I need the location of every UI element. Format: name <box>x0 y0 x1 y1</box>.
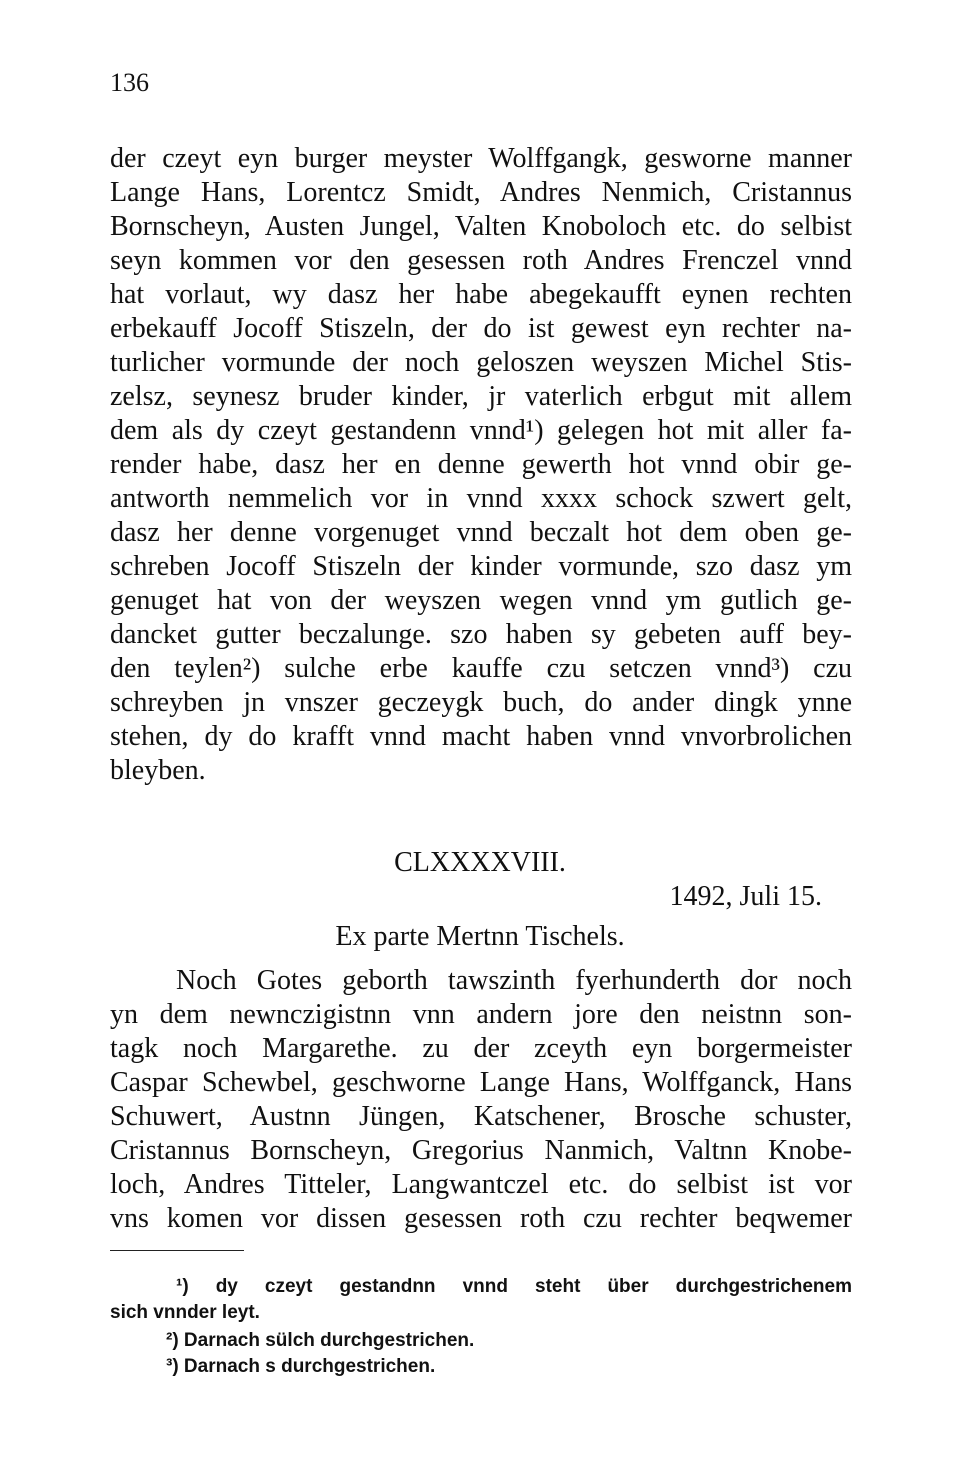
text-line: Caspar Schewbel, geschworne Lange Hans, Wolffganck, Hans <box>110 1067 852 1098</box>
footnote-separator <box>110 1250 244 1251</box>
text-line: vns komen vor dissen gesessen roth czu rechter beqwemer <box>110 1203 852 1234</box>
footnote-3: ³) Darnach s durchgestrichen. <box>166 1356 436 1377</box>
text-line: dem als dy czeyt gestandenn vnnd¹) gelegen hot mit aller fa- <box>110 415 852 446</box>
text-line: den teylen²) sulche erbe kauffe czu setczen vnnd³) czu <box>110 653 852 684</box>
text-line: render habe, dasz her en denne gewerth hot vnnd obir ge- <box>110 449 852 480</box>
text-line: zelsz, seynesz bruder kinder, jr vaterlich erbgut mit allem <box>110 381 852 412</box>
text-line: schreyben jn vnszer geczeygk buch, do ander dingk ynne <box>110 687 852 718</box>
footnote-2: ²) Darnach sülch durchgestrichen. <box>166 1330 475 1351</box>
document-title: Ex parte Mertnn Tischels. <box>335 921 625 952</box>
text-line: tagk noch Margarethe. zu der zceyth eyn borgermeister <box>110 1033 852 1064</box>
text-line: Noch Gotes geborth tawszinth fyerhunderth dor noch <box>176 965 852 996</box>
text-line: antworth nemmelich vor in vnnd xxxx schock szwert gelt, <box>110 483 852 514</box>
text-line: hat vorlaut, wy dasz her habe abegekaufft eynen rechten <box>110 279 852 310</box>
text-line: Bornscheyn, Austen Jungel, Valten Knoboloch etc. do selbist <box>110 211 852 242</box>
text-line: erbekauff Jocoff Stiszeln, der do ist gewest eyn rechter na- <box>110 313 852 344</box>
text-line: schreben Jocoff Stiszeln der kinder vormunde, szo dasz ym <box>110 551 852 582</box>
text-line: turlicher vormunde der noch geloszen weyszen Michel Stis- <box>110 347 852 378</box>
document-date: 1492, Juli 15. <box>669 881 822 912</box>
text-line: genuget hat von der weyszen wegen vnnd ym gutlich ge- <box>110 585 852 616</box>
footnote-1-continuation: sich vnnder leyt. <box>110 1302 260 1323</box>
text-line: der czeyt eyn burger meyster Wolffgangk, gesworne manner <box>110 143 852 174</box>
text-line: dancket gutter beczalunge. szo haben sy gebeten auff bey- <box>110 619 852 650</box>
text-line: loch, Andres Titteler, Langwantczel etc. do selbist ist vor <box>110 1169 852 1200</box>
text-line: bleyben. <box>110 755 206 786</box>
document-number: CLXXXXVIII. <box>394 847 566 878</box>
text-line: Lange Hans, Lorentcz Smidt, Andres Nenmich, Cristannus <box>110 177 852 208</box>
text-line: Schuwert, Austnn Jüngen, Katschener, Brosche schuster, <box>110 1101 852 1132</box>
text-line: Cristannus Bornscheyn, Gregorius Nanmich, Valtnn Knobe- <box>110 1135 852 1166</box>
text-line: stehen, dy do krafft vnnd macht haben vnnd vnvorbrolichen <box>110 721 852 752</box>
text-line: yn dem newnczigistnn vnn andern jore den neistnn son- <box>110 999 852 1030</box>
page-number: 136 <box>110 68 149 97</box>
text-line: seyn kommen vor den gesessen roth Andres Frenczel vnnd <box>110 245 852 276</box>
footnote-1: ¹) dy czeyt gestandnn vnnd steht über durchgestrichenem <box>176 1276 852 1297</box>
text-line: dasz her denne vorgenuget vnnd beczalt hot dem oben ge- <box>110 517 852 548</box>
